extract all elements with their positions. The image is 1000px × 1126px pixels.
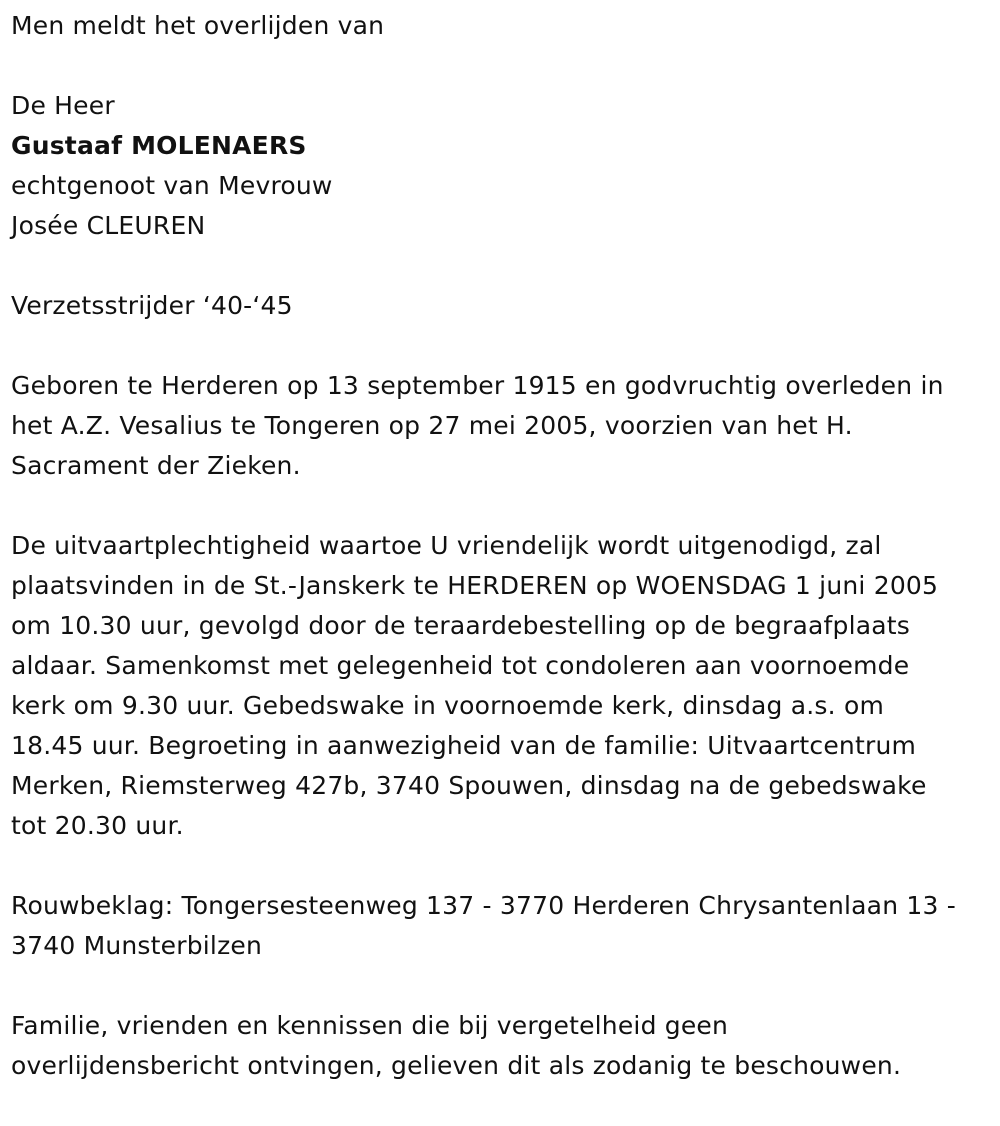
paragraph-line: 18.45 uur. Begroeting in aanwezigheid van de familie: Uitvaartcentrum <box>11 731 917 760</box>
spacer <box>11 246 991 286</box>
closing-paragraph <box>11 1006 991 1086</box>
birth-death-paragraph <box>11 366 991 486</box>
paragraph-line: Familie, vrienden en kennissen die bij vergetelheid geen <box>11 1011 729 1040</box>
paragraph-line: De uitvaartplechtigheid waartoe U vriendelijk wordt uitgenodigd, zal <box>11 531 882 560</box>
paragraph-line: Rouwbeklag: Tongersesteenweg 137 - 3770 Herderen Chrysantenlaan 13 - <box>11 891 956 920</box>
condolence-address-paragraph <box>11 886 991 966</box>
spacer <box>11 486 991 526</box>
ceremony-paragraph <box>11 526 991 846</box>
spacer <box>11 966 991 1006</box>
paragraph-line: het A.Z. Vesalius te Tongeren op 27 mei 2005, voorzien van het H. <box>11 411 853 440</box>
deceased-name: Gustaaf MOLENAERS <box>11 131 307 160</box>
intro-text: Men meldt het overlijden van <box>11 11 385 40</box>
paragraph-line: Merken, Riemsterweg 427b, 3740 Spouwen, dinsdag na de gebedswake <box>11 771 927 800</box>
paragraph-line: kerk om 9.30 uur. Gebedswake in voornoemde kerk, dinsdag a.s. om <box>11 691 884 720</box>
spouse-name: Josée CLEUREN <box>11 211 206 240</box>
paragraph-line: tot 20.30 uur. <box>11 811 184 840</box>
spacer <box>11 46 991 86</box>
distinction-text: Verzetsstrijder ‘40-‘45 <box>11 291 293 320</box>
spacer <box>11 326 991 366</box>
paragraph-line: aldaar. Samenkomst met gelegenheid tot condoleren aan voornoemde <box>11 651 910 680</box>
spouse-prefix: echtgenoot van Mevrouw <box>11 171 333 200</box>
paragraph-line: Sacrament der Zieken. <box>11 451 301 480</box>
paragraph-line: 3740 Munsterbilzen <box>11 931 263 960</box>
paragraph-line: Geboren te Herderen op 13 september 1915 en godvruchtig overleden in <box>11 371 944 400</box>
death-notice <box>11 6 991 1086</box>
spacer <box>11 846 991 886</box>
paragraph-line: plaatsvinden in de St.-Janskerk te HERDEREN op WOENSDAG 1 juni 2005 <box>11 571 939 600</box>
paragraph-line: overlijdensbericht ontvingen, gelieven dit als zodanig te beschouwen. <box>11 1051 902 1080</box>
deceased-title: De Heer <box>11 91 115 120</box>
paragraph-line: om 10.30 uur, gevolgd door de teraardebestelling op de begraafplaats <box>11 611 911 640</box>
